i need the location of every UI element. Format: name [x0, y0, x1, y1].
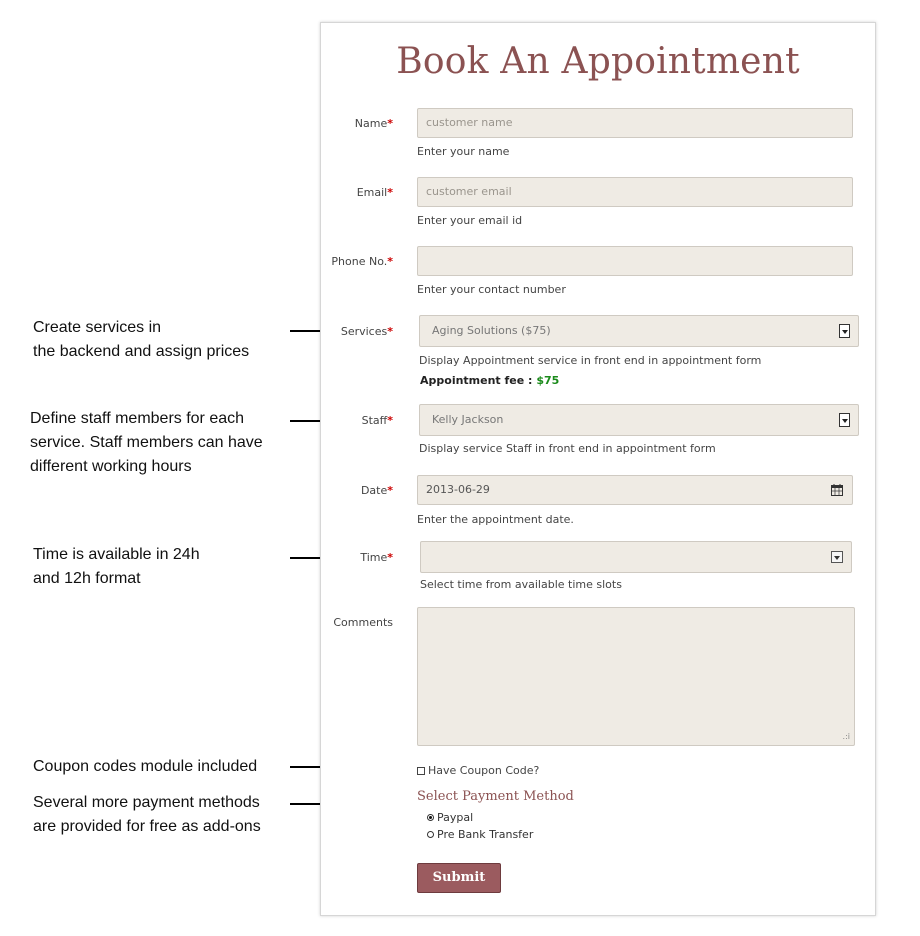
- annotation-coupon: [33, 755, 257, 779]
- phone-help: Enter your contact number: [417, 283, 566, 296]
- date-input[interactable]: [417, 475, 853, 505]
- payment-method-title: Select Payment Method: [417, 789, 574, 804]
- fee-amount: $75: [536, 374, 560, 387]
- date-label: Date*: [360, 484, 393, 497]
- payment-option-bank-transfer[interactable]: [427, 828, 533, 841]
- chevron-down-icon[interactable]: [839, 324, 850, 338]
- email-label: Email*: [356, 186, 393, 199]
- coupon-checkbox[interactable]: [417, 767, 425, 775]
- annotation-text: different working hours: [30, 458, 192, 475]
- staff-select[interactable]: [419, 404, 859, 436]
- services-label: Services*: [340, 325, 393, 338]
- radio-unselected-icon[interactable]: [427, 831, 434, 838]
- email-input[interactable]: customer email: [417, 177, 853, 207]
- appointment-fee: Appointment fee : $75: [420, 374, 560, 387]
- services-select[interactable]: [419, 315, 859, 347]
- staff-help: Display service Staff in front end in appointment form: [419, 442, 716, 455]
- payment-option-label: Pre Bank Transfer: [437, 828, 534, 841]
- time-label: Time*: [360, 551, 393, 564]
- comments-textarea[interactable]: [417, 607, 855, 746]
- annotation-text: Several more payment methods: [33, 794, 260, 811]
- name-help: Enter your name: [417, 145, 510, 158]
- annotation-text: Define staff members for each: [30, 410, 245, 427]
- email-help: Enter your email id: [417, 214, 523, 227]
- services-help: Display Appointment service in front end in appointment form: [419, 354, 762, 367]
- appointment-form: [320, 22, 876, 916]
- annotation-text: Create services in: [33, 319, 162, 336]
- name-label: Name*: [354, 117, 393, 130]
- staff-label: Staff*: [361, 414, 393, 427]
- name-input[interactable]: customer name: [417, 108, 853, 138]
- services-selected: Aging Solutions ($75): [432, 324, 551, 337]
- time-select[interactable]: [420, 541, 852, 573]
- phone-input[interactable]: [417, 246, 853, 276]
- calendar-icon[interactable]: [831, 484, 843, 496]
- phone-label: Phone No.*: [331, 255, 393, 268]
- date-help: Enter the appointment date.: [417, 513, 574, 526]
- resize-grip-icon[interactable]: .:i: [842, 732, 850, 741]
- form-title: Book An Appointment: [396, 41, 800, 82]
- comments-label: Comments: [333, 616, 393, 629]
- annotation-services: [33, 316, 249, 364]
- annotation-staff: [30, 407, 263, 479]
- radio-selected-icon[interactable]: [427, 814, 434, 821]
- chevron-down-icon[interactable]: [839, 413, 850, 427]
- coupon-label: Have Coupon Code?: [428, 764, 540, 777]
- payment-option-paypal[interactable]: [427, 811, 473, 824]
- staff-selected: Kelly Jackson: [432, 413, 504, 426]
- annotation-text: Coupon codes module included: [33, 758, 258, 775]
- annotation-text: service. Staff members can have: [30, 434, 263, 451]
- annotation-text: are provided for free as add-ons: [33, 818, 261, 835]
- time-help: Select time from available time slots: [420, 578, 622, 591]
- annotation-time: [33, 543, 200, 591]
- annotation-text: and 12h format: [33, 570, 141, 587]
- date-value: 2013-06-29: [426, 483, 490, 496]
- payment-option-label: Paypal: [437, 811, 474, 824]
- annotation-text: Time is available in 24h: [33, 546, 200, 563]
- coupon-checkbox-row[interactable]: [417, 764, 539, 777]
- annotation-payment: [33, 791, 261, 839]
- chevron-down-icon[interactable]: [831, 551, 843, 563]
- annotation-text: the backend and assign prices: [33, 343, 250, 360]
- submit-button[interactable]: Submit: [417, 863, 501, 893]
